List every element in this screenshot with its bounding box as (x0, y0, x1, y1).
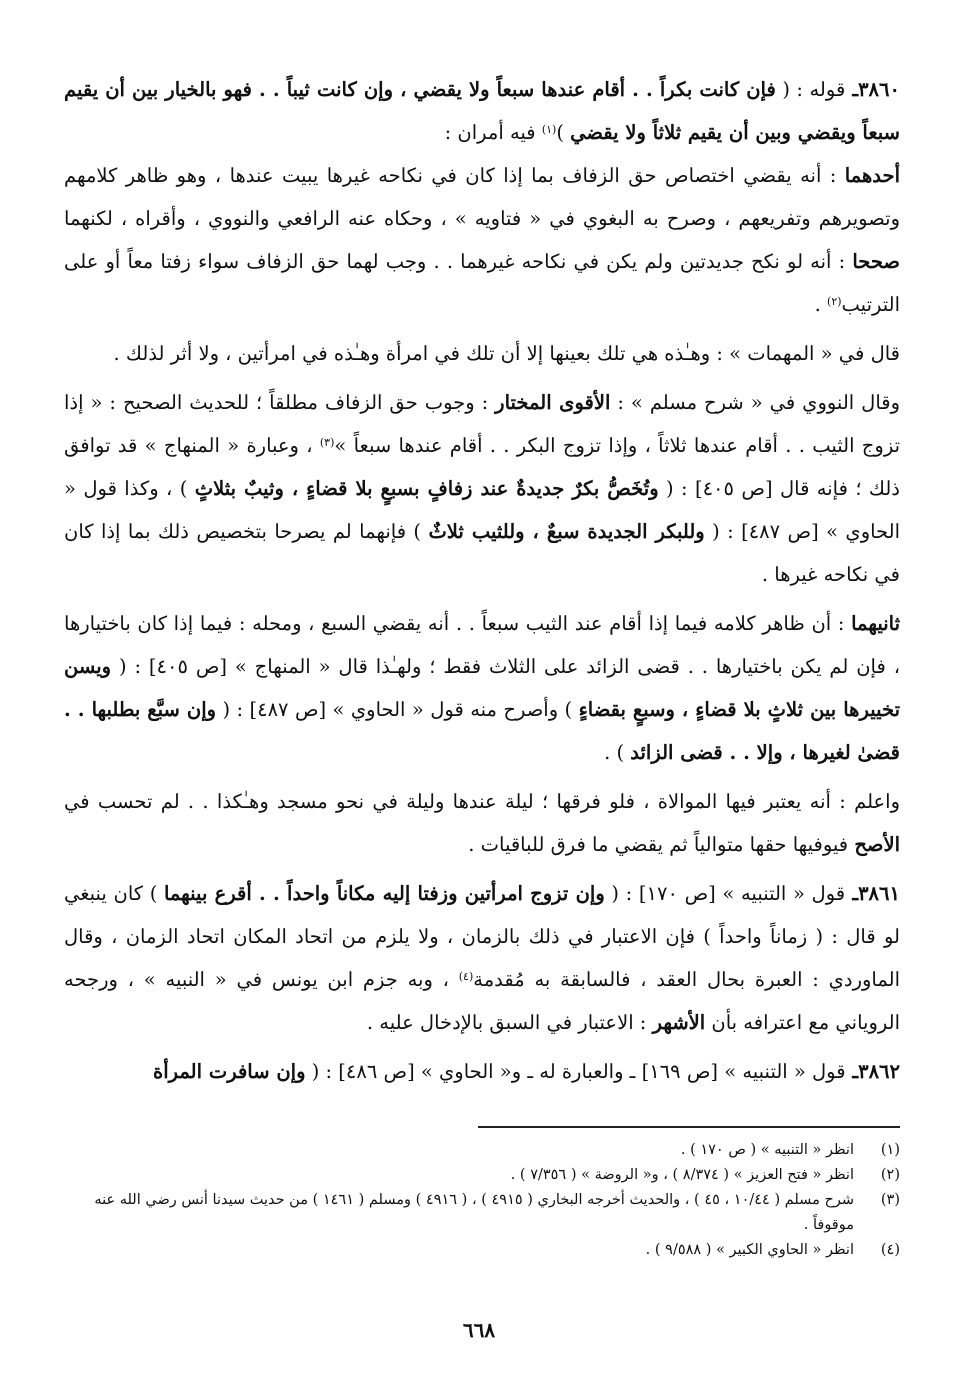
footnote (64, 1238, 900, 1263)
paragraph (64, 381, 900, 596)
footnote-marker: (١) (541, 123, 557, 136)
bold-text: وللبكر الجديدة سبعٌ ، وللثيب ثلاثٌ (428, 520, 705, 543)
text-run: ) وأصرح منه قول « الحاوي » [ص ٤٨٧] : ( (216, 698, 579, 721)
footnotes (64, 1138, 900, 1263)
text-run: : الاعتبار في السبق بالإدخال عليه . (366, 1011, 653, 1034)
paragraph (64, 68, 900, 154)
bold-text: الأقوى المختار (495, 391, 611, 414)
footnote-divider (478, 1126, 900, 1128)
bold-text: صححا (852, 250, 900, 273)
text-run: ) فإنهما لم يصرحا بتخصيص ذلك بما إذا كان في نكاحه غيرها . (64, 520, 900, 586)
bold-text: ثانيهما (851, 612, 900, 635)
text-run: : أن ظاهر كلامه فيما إذا أقام عند الثيب سبعاً . . أنه يقضي السبع ، ومحله : فيما إذا كان باختيارها ، فإن لم يكن باختيارها . . قضى الزائد على الثلاث فقط ؛ ولهـٰذا قال « المنهاج » [ص ٤٠٥] : ( (64, 612, 900, 678)
footnote-number: (٤) (880, 1242, 900, 1258)
paragraph (64, 780, 900, 866)
footnote-text: انظر « الحاوي الكبير » ( ٩/٥٨٨ ) . (645, 1242, 854, 1258)
bold-text: وإن سبَّع بطلبها . . قضىٰ لغيرها ، وإلا . . قضى الزائد (64, 698, 900, 764)
bold-text: ٣٨٦١ـ (845, 882, 900, 905)
bold-text: الأشهر (652, 1011, 706, 1034)
text-run: ، وبه جزم ابن يونس في « النبيه » ، ورجحه الروياني مع اعترافه بأن (64, 968, 900, 1034)
footnote-text: شرح مسلم ( ١٠/٤٤ ، ٤٥ ) ، والحديث أخرجه البخاري ( ٤٩١٥ ) ، ( ٤٩١٦ ) ومسلم ( ١٤٦١ ) من حديث سيدنا أنس رضي الله عنه موقوفاً . (94, 1192, 854, 1233)
footnote-text: انظر « التنبيه » ( ص ١٧٠ ) . (680, 1142, 854, 1158)
bold-text: ٣٨٦٢ـ (845, 1060, 900, 1083)
footnote-marker: (٤) (458, 970, 474, 983)
page-number: ٦٦٨ (462, 1318, 496, 1342)
paragraph (64, 332, 900, 375)
footnote-number: (١) (880, 1142, 900, 1158)
paragraph (64, 602, 900, 774)
text-run: وقال النووي في « شرح مسلم » : (610, 391, 900, 414)
main-text (64, 68, 900, 1093)
text-run: قوله : ( (775, 78, 846, 101)
text-run: . (814, 293, 828, 316)
bold-text: ٣٨٦٠ـ (845, 78, 900, 101)
text-run: : وجوب حق الزفاف مطلقاً ؛ للحديث الصحيح : « إذا تزوج الثيب . . أقام عندها ثلاثاً ، وإذا تزوج البكر . . أقام عندها سبعاً » (64, 391, 901, 457)
footnote-number: (٢) (880, 1167, 900, 1183)
footnote-number: (٣) (880, 1192, 900, 1208)
bold-text: فإن كانت بكراً . . أقام عندها سبعاً ولا يقضي ، وإن كانت ثيباً . . فهو بالخيار بين أن يقيم سبعاً ويقضي وبين أن يقيم ثلاثاً ولا يقضي (64, 78, 900, 144)
bold-text: أحدهما (844, 164, 900, 187)
bold-text: وإن تزوج امرأتين وزفتا إليه مكاناً واحداً . . أقرع بينهما (163, 882, 605, 905)
text-run: قول « التنبيه » [ص ١٧٠] : ( (604, 882, 846, 905)
text-run: فيه أمران : (444, 121, 542, 144)
footnote (64, 1138, 900, 1163)
footnote (64, 1163, 900, 1188)
footnote-text: انظر « فتح العزيز » ( ٨/٣٧٤ ) ، و« الروضة » ( ٧/٣٥٦ ) . (510, 1167, 854, 1183)
footnote (64, 1188, 900, 1238)
bold-text: الأصح (854, 833, 900, 856)
text-run: ) (556, 121, 571, 144)
paragraph (64, 872, 900, 1044)
bold-text: وتُخَصُّ بكرٌ جديدةٌ عند زفافٍ بسبعٍ بلا قضاءٍ ، وثيبٌ بثلاثٍ (194, 477, 659, 500)
text-run: ، وعبارة « المنهاج » قد توافق ذلك ؛ فإنه قال [ص ٤٠٥] : ( (64, 434, 900, 500)
text-run: فيوفيها حقها متوالياً ثم يقضي ما فرق للباقيات . (468, 833, 855, 856)
text-run: ) كان ينبغي لو قال : ( زماناً واحداً ) فإن الاعتبار في ذلك بالزمان ، ولا يلزم من اتحاد المكان اتحاد الزمان ، وقال الماوردي : العبرة بحال العقد ، فالسابقة به مُقدمة (64, 882, 900, 991)
paragraph (64, 154, 900, 326)
bold-text: ويسن تخييرها بين ثلاثٍ بلا قضاءٍ ، وسبعٍ بقضاءٍ (64, 655, 901, 721)
footnote-marker: (٢) (827, 295, 842, 308)
paragraph (64, 1050, 900, 1093)
text-run: : أنه لو نكح جديدتين ولم يكن في نكاحه غيرهما . . وجب لهما حق الزفاف سواء زفتا معاً أو على الترتيب (64, 250, 900, 316)
text-run: واعلم : أنه يعتبر فيها الموالاة ، فلو فرقها ؛ ليلة عندها وليلة في نحو مسجد وهـٰكذا . . لم تحسب في (64, 790, 900, 813)
text-run: قول « التنبيه » [ص ١٦٩] ـ والعبارة له ـ و« الحاوي » [ص ٤٨٦] : ( (305, 1060, 846, 1083)
text-run: : أنه يقضي اختصاص حق الزفاف بما إذا كان في نكاحه غيرها يبيت عندها ، وهو ظاهر كلامهم وتصويرهم وتفريعهم ، وصرح به البغوي في « فتاويه » ، وحكاه عنه الرافعي والنووي ، وأقراه ، لكنهما (64, 164, 900, 230)
bold-text: وإن سافرت المرأة (153, 1060, 306, 1083)
text-run: ) ، وكذا قول « الحاوي » [ص ٤٨٧] : ( (64, 477, 900, 543)
text-run: قال في « المهمات » : وهـٰذه هي تلك بعينها إلا أن تلك في امرأة وهـٰذه في امرأتين ، ولا أثر لذلك . (113, 342, 900, 365)
footnote-marker: (٣) (319, 436, 335, 449)
text-run: ) . (604, 741, 631, 764)
